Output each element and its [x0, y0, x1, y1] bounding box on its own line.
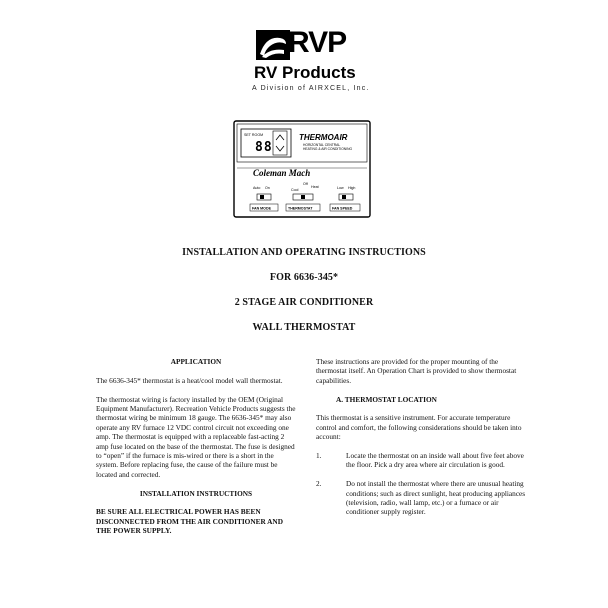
- logo-brand: RVP: [288, 26, 347, 59]
- button-fan-mode: FAN MODE: [252, 206, 271, 211]
- right-column: [316, 357, 528, 526]
- label-on: On: [265, 186, 270, 190]
- label-auto: Auto: [253, 186, 261, 190]
- thermostat-sub2: HEATING & AIR CONDITIONING: [303, 147, 353, 151]
- display-label: SET ROOM: [244, 133, 264, 137]
- thermostat-illustration: [233, 120, 371, 218]
- label-off: Off: [303, 182, 308, 186]
- application-heading: APPLICATION: [170, 357, 222, 366]
- thermostat-location-heading: A. THERMOSTAT LOCATION: [336, 394, 437, 404]
- label-cool: Cool: [291, 188, 299, 192]
- rvp-emblem-icon: [256, 30, 290, 60]
- list-item-number: 2.: [316, 479, 322, 489]
- title-line-3: 2 STAGE AIR CONDITIONER: [234, 297, 374, 308]
- thermostat-script-logo: Coleman Mach: [253, 168, 311, 178]
- application-paragraph-1: The 6636-345* thermostat is a heat/cool model wall thermostat.: [96, 375, 283, 385]
- thermostat-brand: THERMOAIR: [299, 133, 348, 142]
- display-digits: 88: [255, 140, 273, 155]
- list-item-number: 1.: [316, 451, 322, 461]
- title-line-1: INSTALLATION AND OPERATING INSTRUCTIONS: [182, 247, 426, 258]
- application-paragraph-2: The thermostat wiring is factory installed by the OEM (Original Equipment Manufacturer). Recreation Vehicle Products suggests the thermostat wiring be minimum 18 gauge. The 6636-345* may also operate any RV furnace 12 VDC control circuit not exceeding one amp. The thermostat is equipped with a replaceable fast-acting 2 amp fuse located on the base of the thermostat. The fuse is designed to “open” if the furnace is mis-wired or there is a short in the system. Before replacing fuse, the cause of the failure must be located and corrected.: [96, 394, 296, 479]
- location-paragraph: This thermostat is a sensitive instrument. For accurate temperature control and comfort, the following considerations should be taken into account:: [316, 413, 522, 442]
- list-item-text: Do not install the thermostat where there are unusual heating conditions; such as direct sunlight, heat producing appliances (television, radio, wall lamp, etc.) or a furnace or air conditioner supply register.: [346, 479, 526, 517]
- button-fan-speed: FAN SPEED: [332, 206, 353, 211]
- list-item: [316, 451, 528, 470]
- left-column: [96, 357, 296, 545]
- button-thermostat: THERMOSTAT: [288, 206, 313, 211]
- title-line-2: FOR 6636-345*: [269, 272, 339, 283]
- label-heat: Heat: [311, 185, 319, 189]
- list-item-text: Locate the thermostat on an inside wall about five feet above the floor. Pick a dry area where air circulation is good.: [346, 451, 524, 470]
- label-high: High: [348, 186, 356, 190]
- power-warning: BE SURE ALL ELECTRICAL POWER HAS BEEN DISCONNECTED FROM THE AIR CONDITIONER AND THE POWER SUPPLY.: [96, 507, 283, 536]
- logo-division: A Division of AIRXCEL, Inc.: [252, 85, 370, 92]
- thermostat-sub1: HORIZONTAL CENTRAL: [303, 143, 341, 147]
- label-low: Low: [337, 186, 344, 190]
- list-item: [316, 479, 528, 517]
- rvp-logo: [248, 26, 370, 100]
- installation-heading: INSTALLATION INSTRUCTIONS: [139, 488, 253, 498]
- title-line-4: WALL THERMOSTAT: [252, 322, 356, 333]
- intro-paragraph: These instructions are provided for the proper mounting of the thermostat itself. An Operation Chart is provided to show thermostat capabilities.: [316, 357, 517, 385]
- logo-name: RV Products: [254, 63, 356, 82]
